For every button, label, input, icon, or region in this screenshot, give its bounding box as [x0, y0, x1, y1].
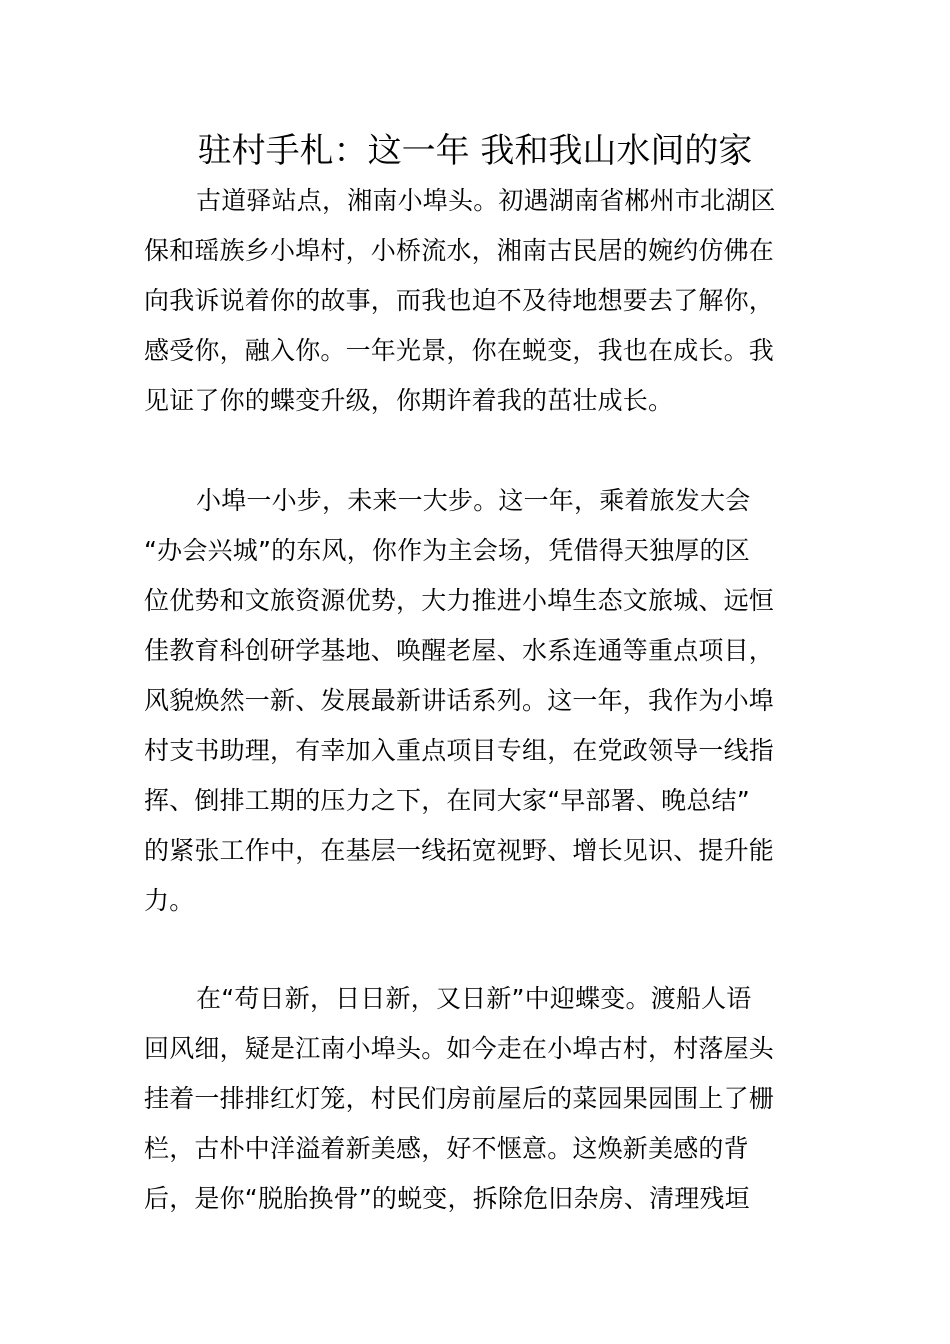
paragraph-line: 古道驿站点，湘南小埠头。初遇湖南省郴州市北湖区: [196, 186, 776, 215]
paragraph-line: 在“苟日新，日日新，又日新”中迎蝶变。渡船人语: [196, 984, 752, 1013]
paragraph-line: 位优势和文旅资源优势，大力推进小埠生态文旅城、远恒: [144, 586, 775, 615]
paragraph-line: 向我诉说着你的故事，而我也迫不及待地想要去了解你，: [144, 286, 775, 315]
paragraph-line: 力。: [144, 886, 195, 915]
paragraph-3: [144, 974, 774, 1224]
paragraph-1: [144, 176, 776, 426]
paragraph-line: 小埠一小步，未来一大步。这一年，乘着旅发大会: [196, 486, 751, 515]
paragraph-line: 保和瑶族乡小埠村，小桥流水，湘南古民居的婉约仿佛在: [144, 236, 775, 265]
paragraph-line: 村支书助理，有幸加入重点项目专组，在党政领导一线指: [144, 736, 775, 765]
paragraph-line: 感受你，融入你。一年光景，你在蜕变，我也在成长。我: [144, 336, 775, 365]
paragraph-line: “办会兴城”的东风，你作为主会场，凭借得天独厚的区: [144, 536, 750, 565]
paragraph-line: 挂着一排排红灯笼，村民们房前屋后的菜园果园围上了栅: [144, 1084, 775, 1113]
paragraph-line: 后，是你“脱胎换骨”的蜕变，拆除危旧杂房、清理残垣: [144, 1184, 750, 1213]
paragraph-line: 佳教育科创研学基地、唤醒老屋、水系连通等重点项目，: [144, 636, 775, 665]
document-title: 驻村手札：这一年 我和我山水间的家: [197, 131, 753, 171]
paragraph-line: 见证了你的蝶变升级，你期许着我的茁壮成长。: [144, 386, 674, 415]
paragraph-line: 回风细，疑是江南小埠头。如今走在小埠古村，村落屋头: [144, 1034, 775, 1063]
paragraph-line: 的紧张工作中，在基层一线拓宽视野、增长见识、提升能: [144, 836, 775, 865]
paragraph-line: 挥、倒排工期的压力之下，在同大家“早部署、晚总结”: [144, 786, 750, 815]
paragraph-2: [144, 476, 774, 926]
paragraph-line: 栏，古朴中洋溢着新美感，好不惬意。这焕新美感的背: [144, 1134, 749, 1163]
paragraph-line: 风貌焕然一新、发展最新讲话系列。这一年，我作为小埠: [144, 686, 775, 715]
